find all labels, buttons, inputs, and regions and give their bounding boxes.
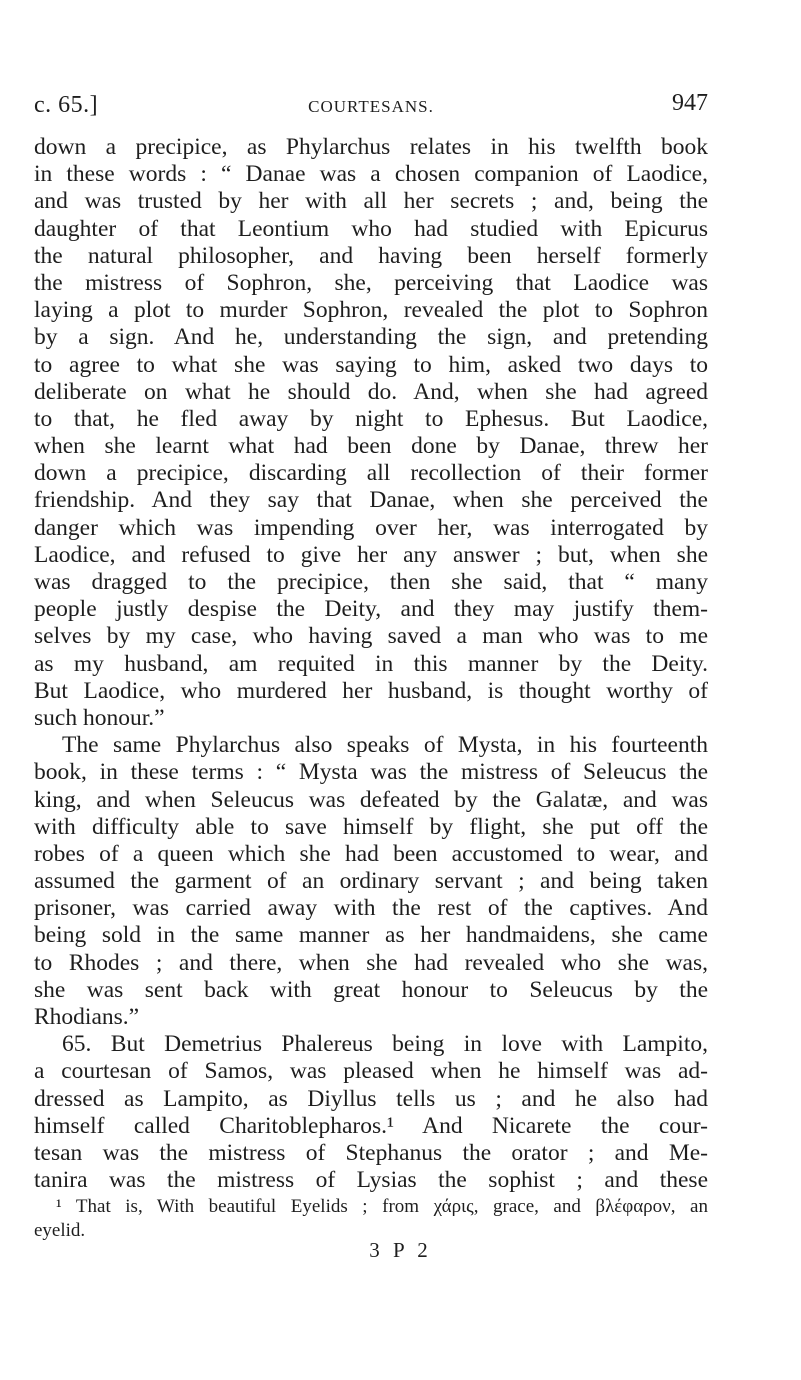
text-line: danger which was impending over her, was interrogated by bbox=[34, 514, 708, 541]
footnote-line: ¹ That is, With beautiful Eyelids ; from χάρις, grace, and βλέφαρον, an bbox=[56, 1196, 708, 1217]
text-line: the natural philosopher, and having been herself formerly bbox=[34, 242, 708, 269]
text-line: tesan was the mistress of Stephanus the orator ; and Me- bbox=[34, 1139, 708, 1166]
text-line: as my husband, am requited in this manner by the Deity. bbox=[34, 650, 708, 677]
text-line: being sold in the same manner as her handmaidens, she came bbox=[34, 922, 708, 949]
printer-signature-mark: 3 P 2 bbox=[369, 1238, 432, 1262]
text-line: robes of a queen which she had been accustomed to wear, and bbox=[34, 840, 708, 867]
main-text bbox=[34, 134, 708, 1194]
text-line: daughter of that Leontium who had studied with Epicurus bbox=[34, 215, 708, 242]
text-line: Rhodians.” bbox=[34, 1004, 140, 1030]
text-line: in these words : “ Danae was a chosen companion of Laodice, bbox=[34, 161, 708, 188]
text-line: The same Phylarchus also speaks of Mysta, in his fourteenth bbox=[62, 732, 708, 759]
text-line: with difficulty able to save himself by flight, she put off the bbox=[34, 813, 708, 840]
text-line: laying a plot to murder Sophron, revealed the plot to Sophron bbox=[34, 297, 708, 324]
text-line: such honour.” bbox=[34, 704, 165, 731]
text-line: down a precipice, as Phylarchus relates in his twelfth book bbox=[34, 134, 708, 160]
text-line: selves by my case, who having saved a man who was to me bbox=[34, 623, 708, 650]
running-header bbox=[34, 88, 708, 122]
text-line: the mistress of Sophron, she, perceiving that Laodice was bbox=[34, 269, 708, 296]
chapter-reference: c. 65.] bbox=[34, 92, 99, 118]
text-line: was dragged to the precipice, then she said, that “ many bbox=[34, 569, 708, 595]
text-line: king, and when Seleucus was defeated by the Galatæ, and was bbox=[34, 786, 708, 813]
text-line: Laodice, and refused to give her any answer ; but, when she bbox=[34, 541, 708, 568]
text-line: himself called Charitoblepharos.¹ And Nicarete the cour- bbox=[34, 1112, 708, 1139]
text-line: when she learnt what had been done by Danae, threw her bbox=[34, 433, 708, 460]
text-line: deliberate on what he should do. And, when she had agreed bbox=[34, 378, 708, 405]
text-line: friendship. And they say that Danae, when she perceived the bbox=[34, 487, 708, 514]
text-line: and was trusted by her with all her secrets ; and, being the bbox=[34, 188, 708, 215]
text-line: 65. But Demetrius Phalereus being in love with Lampito, bbox=[62, 1031, 708, 1058]
footnote-line: eyelid. bbox=[34, 1220, 86, 1241]
text-line: by a sign. And he, understanding the sign, and pretending bbox=[34, 324, 708, 351]
running-title: COURTESANS. bbox=[308, 97, 434, 116]
text-line: prisoner, was carried away with the rest of the captives. And bbox=[34, 895, 708, 922]
text-line: assumed the garment of an ordinary servant ; and being taken bbox=[34, 868, 708, 895]
page-number: 947 bbox=[672, 90, 708, 116]
text-line: book, in these terms : “ Mysta was the mistress of Seleucus the bbox=[34, 759, 708, 786]
text-line: dressed as Lampito, as Diyllus tells us ; and he also had bbox=[34, 1085, 708, 1112]
text-line: to that, he fled away by night to Ephesus. But Laodice, bbox=[34, 405, 708, 432]
text-line: to Rhodes ; and there, when she had revealed who she was, bbox=[34, 949, 708, 976]
text-line: to agree to what she was saying to him, asked two days to bbox=[34, 351, 708, 378]
text-line: she was sent back with great honour to Seleucus by the bbox=[34, 976, 708, 1003]
text-line: a courtesan of Samos, was pleased when he himself was ad- bbox=[34, 1058, 708, 1085]
text-line: tanira was the mistress of Lysias the sophist ; and these bbox=[34, 1167, 708, 1194]
text-line: But Laodice, who murdered her husband, is thought worthy of bbox=[34, 677, 708, 704]
footnotes bbox=[34, 1195, 708, 1243]
text-line: down a precipice, discarding all recollection of their former bbox=[34, 460, 708, 487]
text-line: people justly despise the Deity, and they may justify them- bbox=[34, 596, 708, 623]
